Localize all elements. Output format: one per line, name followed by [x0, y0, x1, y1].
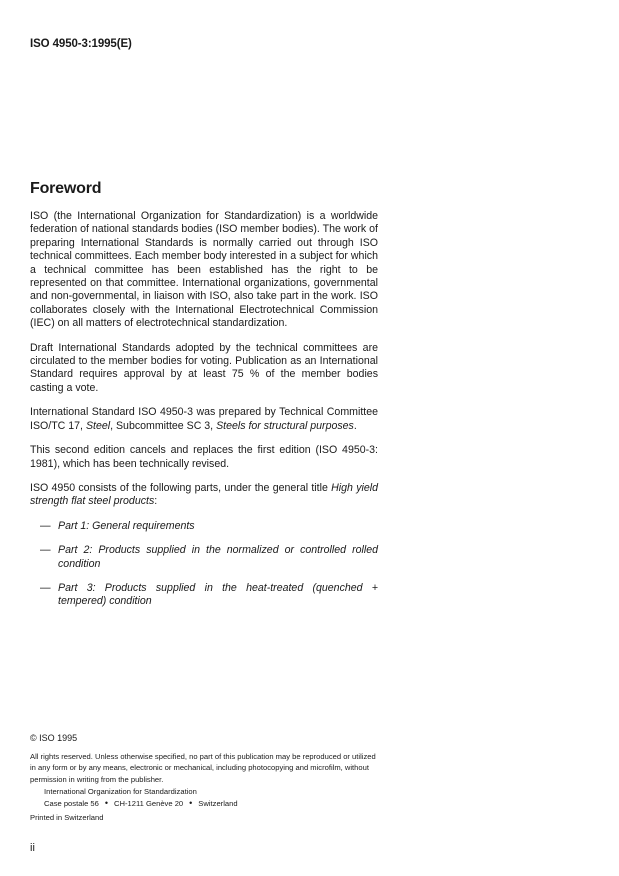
section-title: Foreword — [30, 180, 102, 197]
foreword-body — [30, 210, 378, 620]
dash-marker: — — [40, 544, 51, 557]
paragraph-prepared-by — [30, 406, 378, 433]
general-title: High yield strength flat steel products — [30, 481, 378, 508]
bullet-separator: • — [104, 797, 109, 808]
paragraph-draft-standards: Draft International Standards adopted by the technical committees are circulated to the member bodies for voting. Publication as an International Standard requires approval by at least 75 % of the member bodies casting a vote. — [30, 341, 378, 394]
part-2-text: Part 2: Products supplied in the normalized or controlled rolled condition — [58, 544, 378, 570]
paragraph-iso-intro: ISO (the International Organization for Standardization) is a worldwide federation of national standards bodies (ISO member bodies). The work of preparing International Standards is normally carried out through ISO technical committees. Each member body interested in a subject for which a technical committee has been established has the right to be represented on that committee. International organizations, governmental and non-governmental, in liaison with ISO, also take part in the work. ISO collaborates closely with the International Electrotechnical Commission (IEC) on all matters of electrotechnical standardization. — [30, 210, 378, 330]
paragraph-parts-intro — [30, 482, 378, 509]
publisher-address — [44, 787, 238, 809]
subcommittee-title: Steels for structural purposes — [216, 419, 354, 432]
parts-list — [30, 520, 378, 609]
list-item — [30, 544, 378, 571]
prepared-by-mid: , Subcommittee SC 3, — [110, 419, 217, 432]
prepared-by-text: International Standard ISO 4950-3 was prepared by Technical Committee ISO/TC 17, — [30, 406, 378, 432]
document-identifier: ISO 4950-3:1995(E) — [30, 38, 132, 50]
dash-marker: — — [40, 581, 51, 594]
paragraph-edition: This second edition cancels and replaces the first edition (ISO 4950-3: 1981), which has been technically revised. — [30, 444, 378, 470]
list-item — [30, 520, 378, 533]
address-line-3: Switzerland — [198, 798, 238, 808]
part-3-text: Part 3: Products supplied in the heat-treated (quenched + tempered) condition — [58, 581, 378, 608]
postal-address — [44, 798, 238, 810]
bullet-separator: • — [189, 797, 193, 808]
list-item — [30, 582, 378, 609]
organization-name: International Organization for Standardization — [44, 787, 197, 796]
printed-in: Printed in Switzerland — [30, 813, 104, 822]
address-line-1: Case postale 56 — [44, 798, 99, 808]
page-number: ii — [30, 842, 35, 854]
prepared-by-end: . — [353, 419, 357, 432]
committee-steel: Steel — [85, 419, 111, 432]
address-line-2: CH-1211 Genève 20 — [114, 798, 184, 808]
rights-statement: All rights reserved. Unless otherwise specified, no part of this publication may be reproduced or utilized in any form or by any means, electronic or mechanical, including photocopying and microfilm, without permission in writing from the publisher. — [30, 752, 376, 784]
parts-intro-end: : — [154, 495, 158, 508]
parts-intro-text: ISO 4950 consists of the following parts, under the general title — [30, 481, 332, 494]
copyright-notice: © ISO 1995 — [30, 733, 78, 743]
dash-marker: — — [40, 519, 51, 532]
part-1-text: Part 1: General requirements — [58, 519, 195, 532]
